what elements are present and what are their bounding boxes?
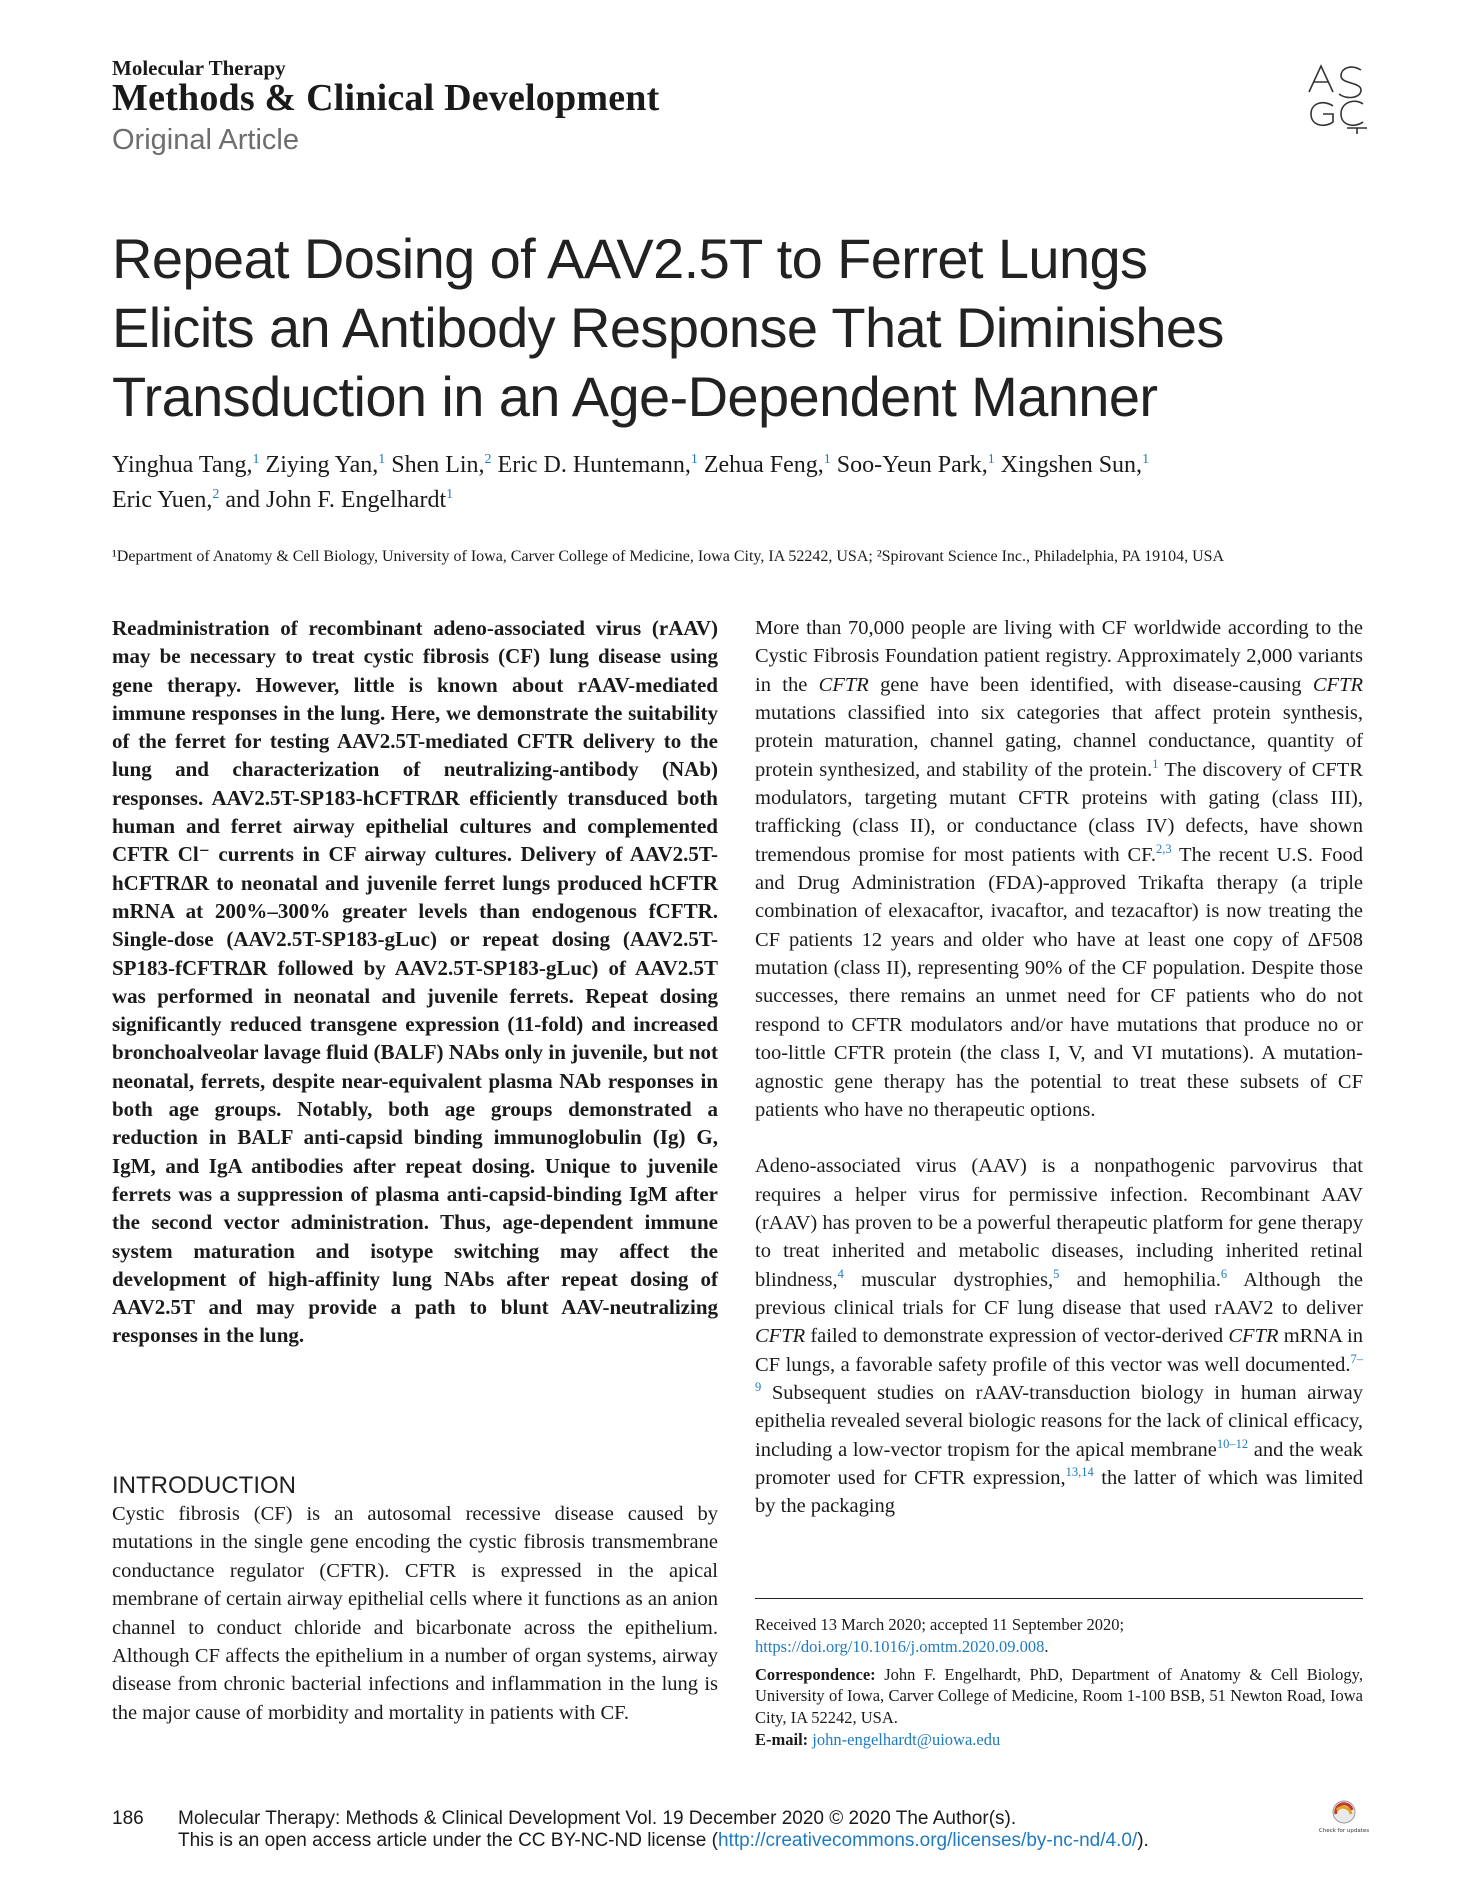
doi-link[interactable]: https://doi.org/10.1016/j.omtm.2020.09.008 [755, 1636, 1045, 1656]
journal-name: Methods & Clinical Development [112, 77, 660, 119]
received-dates: Received 13 March 2020; accepted 11 September 2020; https://doi.org/10.1016/j.omtm.2020.09.008. [755, 1615, 1125, 1656]
author: Yinghua Tang,$^1$ [112, 452, 260, 478]
author: Zehua Feng,$^1$ [703, 452, 831, 478]
badge-label: Check for updates [1318, 1828, 1370, 1834]
abstract: Readministration of recombinant adeno-associated virus (rAAV) may be necessary to treat cystic fibrosis (CF) lung disease using gene therapy. However, little is known about rAAV-mediated immune responses in the lung. Here, we demonstrate the suitability of the ferret for testing AAV2.5T-mediated CFTR delivery to the lung and characterization of neutralizing-antibody (NAb) responses. AAV2.5T-SP183-hCFTRΔR efficiently transduced both human and ferret airway epithelial cultures and complemented CFTR Cl⁻ currents in CF airway cultures. Delivery of AAV2.5T-hCFTRΔR to neonatal and juvenile ferret lungs produced hCFTR mRNA at 200%–300% greater levels than endogenous fCFTR. Single-dose (AAV2.5T-SP183-gLuc) or repeat dosing (AAV2.5T-SP183-fCFTRΔR followed by AAV2.5T-SP183-gLuc) of AAV2.5T was performed in neonatal and juvenile ferrets. Repeat dosing significantly reduced transgene expression (11-fold) and increased bronchoalveolar lavage fluid (BALF) NAbs only in juvenile, but not neonatal, ferrets, despite near-equivalent plasma NAb responses in both age groups. Notably, both age groups demonstrated a reduction in BALF anti-capsid binding immunoglobulin (Ig) G, IgM, and IgA antibodies after repeat dosing. Unique to juvenile ferrets was a suppression of plasma anti-capsid-binding IgM after the second vector administration. Thus, age-dependent immune system maturation and isotype switching may affect the development of high-affinity lung NAbs after repeat dosing of AAV2.5T and may provide a path to blunt AAV-neutralizing responses in the lung. [112, 616, 718, 1348]
citation-link[interactable]: 6 [1220, 1266, 1228, 1281]
right-column-body [755, 614, 1363, 1521]
author: Eric D. Huntemann,$^1$ [497, 452, 698, 478]
author: Xingshen Sun,$^1$ [1000, 452, 1150, 478]
page-number: 186 [112, 1808, 144, 1829]
page-footer [178, 1808, 1149, 1852]
title-line: Transduction in an Age-Dependent Manner [112, 365, 1158, 428]
footer-license: This is an open access article under the CC BY-NC-ND license (http://creativecommons.org/licenses/by-nc-nd/4.0/). [178, 1830, 1149, 1851]
email-link[interactable]: john-engelhardt@uiowa.edu [812, 1729, 1001, 1749]
article-title [112, 224, 1372, 431]
citation-link[interactable]: 4 [837, 1266, 844, 1281]
author-list [112, 448, 1372, 518]
citation-link[interactable]: 2,3 [1156, 841, 1172, 856]
footnote-divider [755, 1598, 1363, 1599]
journal-series-label: Molecular Therapy [112, 56, 286, 80]
citation-link[interactable]: 5 [1053, 1266, 1060, 1281]
author: Shen Lin,$^2$ [391, 452, 492, 478]
article-type-label: Original Article [112, 124, 299, 156]
title-line: Elicits an Antibody Response That Diminishes [112, 296, 1224, 359]
body-paragraph: More than 70,000 people are living with CF worldwide according to the Cystic Fibrosis Foundation patient registry. Approximately 2,000 variants in the CFTR gene have been identified, with disease-causing CFTR mutations classified into six categories that affect protein synthesis, protein maturation, channel gating, channel conductance, quantity of protein synthesized, and stability of the protein.$^1$ The discovery of CFTR modulators, targeting mutant CFTR proteins with gating (class III), trafficking (class II), or conductance (class IV) defects, have shown tremendous promise for most patients with CF.$^{2,3}$ The recent U.S. Food and Drug Administration (FDA)-approved Trikafta therapy (a triple combination of elexacaftor, ivacaftor, and tezacaftor) is now treating the CF patients 12 years and older who have at least one copy of ΔF508 mutation (class II), representing 90% of the CF population. Despite those successes, there remains an unmet need for CF patients who do not respond to CFTR modulators and/or have mutations that produce no or too-little CFTR protein (the class I, V, and VI mutations). A mutation-agnostic gene therapy has the potential to treat these subsets of CF patients who have no therapeutic options. [755, 617, 1364, 1121]
footnote-box [755, 1614, 1363, 1757]
affiliations: ¹Department of Anatomy & Cell Biology, University of Iowa, Carver College of Medicine, Iowa City, IA 52242, USA; ²Spirovant Science Inc., Philadelphia, PA 19104, USA [112, 548, 1225, 565]
check-for-updates-icon[interactable] [1318, 1798, 1370, 1842]
author: and John F. Engelhardt$^1$ [225, 487, 454, 513]
citation-link[interactable]: 1 [1152, 756, 1159, 771]
author: Ziying Yan,$^1$ [265, 452, 386, 478]
section-heading-introduction: INTRODUCTION [112, 1472, 296, 1499]
author: Eric Yuen,$^2$ [112, 487, 220, 513]
citation-link[interactable]: 10–12 [1216, 1436, 1249, 1451]
citation-link[interactable]: 13,14 [1065, 1464, 1094, 1479]
footer-citation: Molecular Therapy: Methods & Clinical Development Vol. 19 December 2020 © 2020 The Author(s). [178, 1808, 1017, 1829]
asgct-logo-icon [1303, 62, 1371, 134]
citation-link[interactable]: 7–9 [755, 1351, 1363, 1394]
body-paragraph: Adeno-associated virus (AAV) is a nonpathogenic parvovirus that requires a helper virus for permissive infection. Recombinant AAV (rAAV) has proven to be a powerful therapeutic platform for gene therapy to treat inherited and metabolic diseases, including inherited retinal blindness,$^4$ muscular dystrophies,$^5$ and hemophilia.$^6$ Although the previous clinical trials for CF lung disease that used rAAV2 to deliver CFTR failed to demonstrate expression of vector-derived CFTR mRNA in CF lungs, a favorable safety profile of this vector was well documented.$^{7-9}$ Subsequent studies on rAAV-transduction biology in human airway epithelia revealed several biologic reasons for the lack of clinical efficacy, including a low-vector tropism for the apical membrane$^{10-12}$ and the weak promoter used for CFTR expression,$^{13,14}$ the latter of which was limited by the packaging [755, 1155, 1363, 1518]
license-link[interactable]: http://creativecommons.org/licenses/by-nc-nd/4.0/ [717, 1830, 1138, 1851]
author: Soo-Yeun Park,$^1$ [836, 452, 995, 478]
correspondence: Correspondence: John F. Engelhardt, PhD, Department of Anatomy & Cell Biology, University of Iowa, Carver College of Medicine, Room 1-100 BSB, 51 Newton Road, Iowa City, IA 52242, USA. E-mail: john-engelhardt@uiowa.edu [755, 1664, 1363, 1749]
title-line: Repeat Dosing of AAV2.5T to Ferret Lungs [112, 227, 1148, 290]
introduction-paragraph: Cystic fibrosis (CF) is an autosomal recessive disease caused by mutations in the single gene encoding the cystic fibrosis transmembrane conductance regulator (CFTR). CFTR is expressed in the apical membrane of certain airway epithelial cells where it functions as an anion channel to conduct chloride and bicarbonate across the epithelium. Although CF affects the epithelium in a number of organ systems, airway disease from chronic bacterial infections and inflammation in the lung is the major cause of morbidity and mortality in patients with CF. [112, 1503, 718, 1724]
